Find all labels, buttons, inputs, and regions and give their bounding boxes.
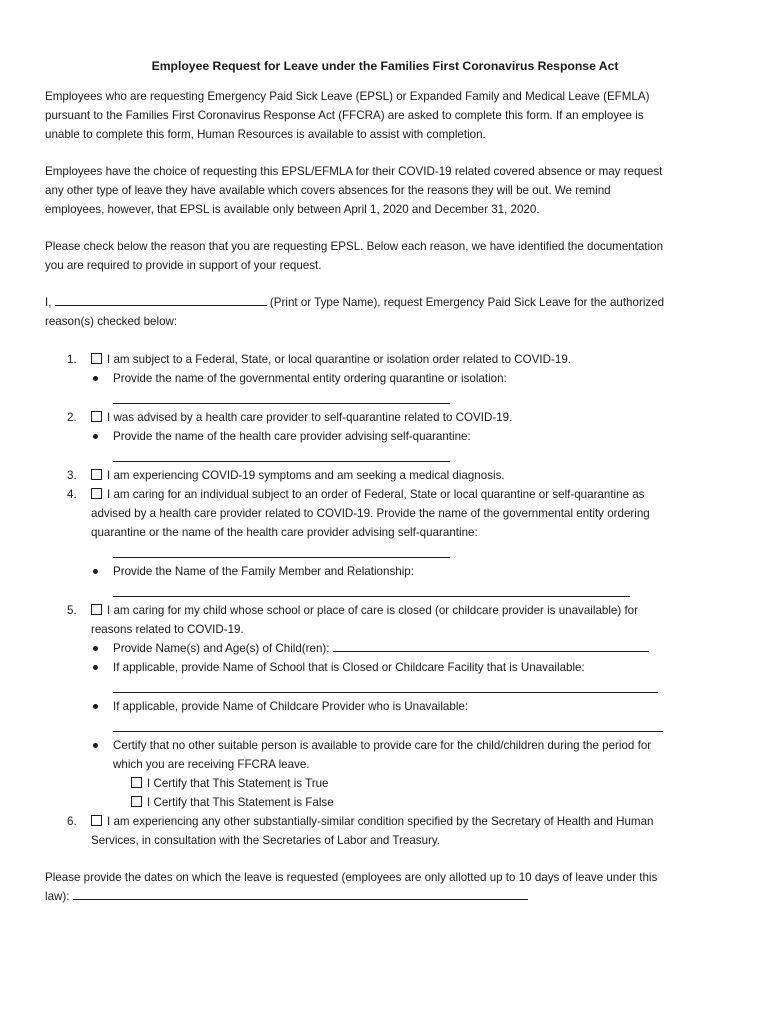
text-line: advised by a health care provider related to COVID-19. Provide the name of the governmental entity ordering [91, 507, 650, 520]
reason-text: I was advised by a health care provider to self-quarantine related to COVID-19. [107, 411, 513, 424]
reason-item-4 [45, 485, 725, 597]
item-number: 3. [67, 469, 77, 482]
reason-item-3 [45, 466, 725, 485]
intro-paragraph-1 [45, 87, 725, 144]
certify-text: I Certify that This Statement is True [147, 777, 329, 790]
item-number: 6. [67, 815, 77, 828]
text-line: reasons related to COVID-19. [91, 623, 244, 636]
text-line: unable to complete this form, Human Resources is available to assist with completion. [45, 128, 486, 141]
bullet-item [91, 369, 725, 388]
footer-prefix: law): [45, 890, 70, 903]
name-prefix: I, [45, 296, 52, 309]
bullet-text: Certify that no other suitable person is available to provide care for the child/children during the period for [113, 739, 652, 752]
bullet-text: If applicable, provide Name of School that is Closed or Childcare Facility that is Unavailable: [113, 661, 585, 674]
bullet-item [91, 658, 725, 677]
text-line: Services, in consultation with the Secretaries of Labor and Treasury. [91, 834, 441, 847]
text-line [91, 815, 653, 828]
childcare-provider-field[interactable] [113, 716, 663, 732]
family-member-field[interactable] [113, 581, 630, 597]
bullet-item [91, 697, 725, 716]
bullet-text: Provide Name(s) and Age(s) of Child(ren): [113, 642, 330, 655]
leave-request-form [45, 57, 725, 906]
checkbox-reason-6[interactable] [91, 815, 102, 826]
bullet-text: Provide the Name of the Family Member and Relationship: [113, 565, 414, 578]
leave-dates-field[interactable] [73, 887, 528, 900]
reason-text: I am caring for my child whose school or place of care is closed (or childcare provider is unavailable) for [107, 604, 638, 617]
text-line [45, 296, 664, 309]
name-suffix: (Print or Type Name), request Emergency Paid Sick Leave for the authorized [269, 296, 665, 309]
reason-item-5 [45, 601, 725, 812]
checkbox-reason-2[interactable] [91, 411, 102, 422]
intro-paragraph-2 [45, 162, 725, 219]
bullet-item [91, 736, 725, 812]
bullet-text: Provide the name of the health care provider advising self-quarantine: [113, 430, 471, 443]
employee-name-field[interactable] [55, 293, 267, 306]
text-line: employees, however, that EPSL is available only between April 1, 2020 and December 31, 2020. [45, 203, 540, 216]
leave-dates-section [45, 868, 725, 906]
text-line [91, 604, 638, 617]
reason-item-2 [45, 408, 725, 462]
reason-text: I am experiencing COVID-19 symptoms and am seeking a medical diagnosis. [107, 469, 505, 482]
certify-true-option [113, 774, 725, 793]
bullet-item [91, 562, 725, 581]
text-line [91, 411, 512, 424]
checkbox-reason-5[interactable] [91, 604, 102, 615]
school-name-field[interactable] [113, 677, 658, 693]
item-number: 1. [67, 353, 77, 366]
form-title: Employee Request for Leave under the Families First Coronavirus Response Act [151, 59, 619, 73]
text-line: quarantine or the name of the health care provider advising self-quarantine: [91, 526, 478, 539]
children-name-age-field[interactable] [333, 639, 649, 652]
text-line: any other type of leave they have available which covers absences for the reasons they will be out. We remind [45, 184, 611, 197]
reason-item-6 [45, 812, 725, 850]
checkbox-reason-4[interactable] [91, 488, 102, 499]
intro-paragraph-3 [45, 237, 725, 275]
checkbox-reason-1[interactable] [91, 353, 102, 364]
name-statement [45, 293, 725, 331]
checkbox-reason-3[interactable] [91, 469, 102, 480]
text-line: Employees have the choice of requesting this EPSL/EFMLA for their COVID-19 related covered absence or may request [45, 165, 663, 178]
text-line: Employees who are requesting Emergency Paid Sick Leave (EPSL) or Expanded Family and Medical Leave (EFMLA) [45, 90, 650, 103]
certify-false-option [113, 793, 725, 812]
text-line: you are required to provide in support of your request. [45, 259, 322, 272]
bullet-item [91, 639, 725, 658]
entity-name-field[interactable] [113, 388, 450, 404]
reason-list [45, 350, 725, 850]
item-number: 5. [67, 604, 77, 617]
reason-text: I am caring for an individual subject to an order of Federal, State or local quarantine or self-quarantine as [107, 488, 645, 501]
text-line [91, 488, 644, 501]
bullet-text: which you are receiving FFCRA leave. [113, 758, 310, 771]
entity-or-provider-field[interactable] [113, 542, 450, 558]
item-number: 2. [67, 411, 77, 424]
reason-item-1 [45, 350, 725, 404]
text-line [91, 469, 505, 482]
certify-text: I Certify that This Statement is False [147, 796, 334, 809]
checkbox-certify-true[interactable] [131, 777, 142, 788]
reason-text: I am experiencing any other substantially-similar condition specified by the Secretary of Health and Human [107, 815, 654, 828]
reason-text: I am subject to a Federal, State, or local quarantine or isolation order related to COVID-19. [107, 353, 571, 366]
text-line: Please provide the dates on which the leave is requested (employees are only allotted up to 10 days of leave under this [45, 871, 658, 884]
text-line: Please check below the reason that you are requesting EPSL. Below each reason, we have identified the documentation [45, 240, 664, 253]
provider-name-field[interactable] [113, 446, 450, 462]
checkbox-certify-false[interactable] [131, 796, 142, 807]
bullet-text: Provide the name of the governmental entity ordering quarantine or isolation: [113, 372, 507, 385]
text-line: reason(s) checked below: [45, 315, 178, 328]
text-line [45, 890, 528, 903]
bullet-text: If applicable, provide Name of Childcare Provider who is Unavailable: [113, 700, 469, 713]
item-number: 4. [67, 488, 77, 501]
text-line: pursuant to the Families First Coronavirus Response Act (FFCRA) are asked to complete this form. If an employee is [45, 109, 644, 122]
text-line [91, 353, 571, 366]
bullet-item [91, 427, 725, 446]
